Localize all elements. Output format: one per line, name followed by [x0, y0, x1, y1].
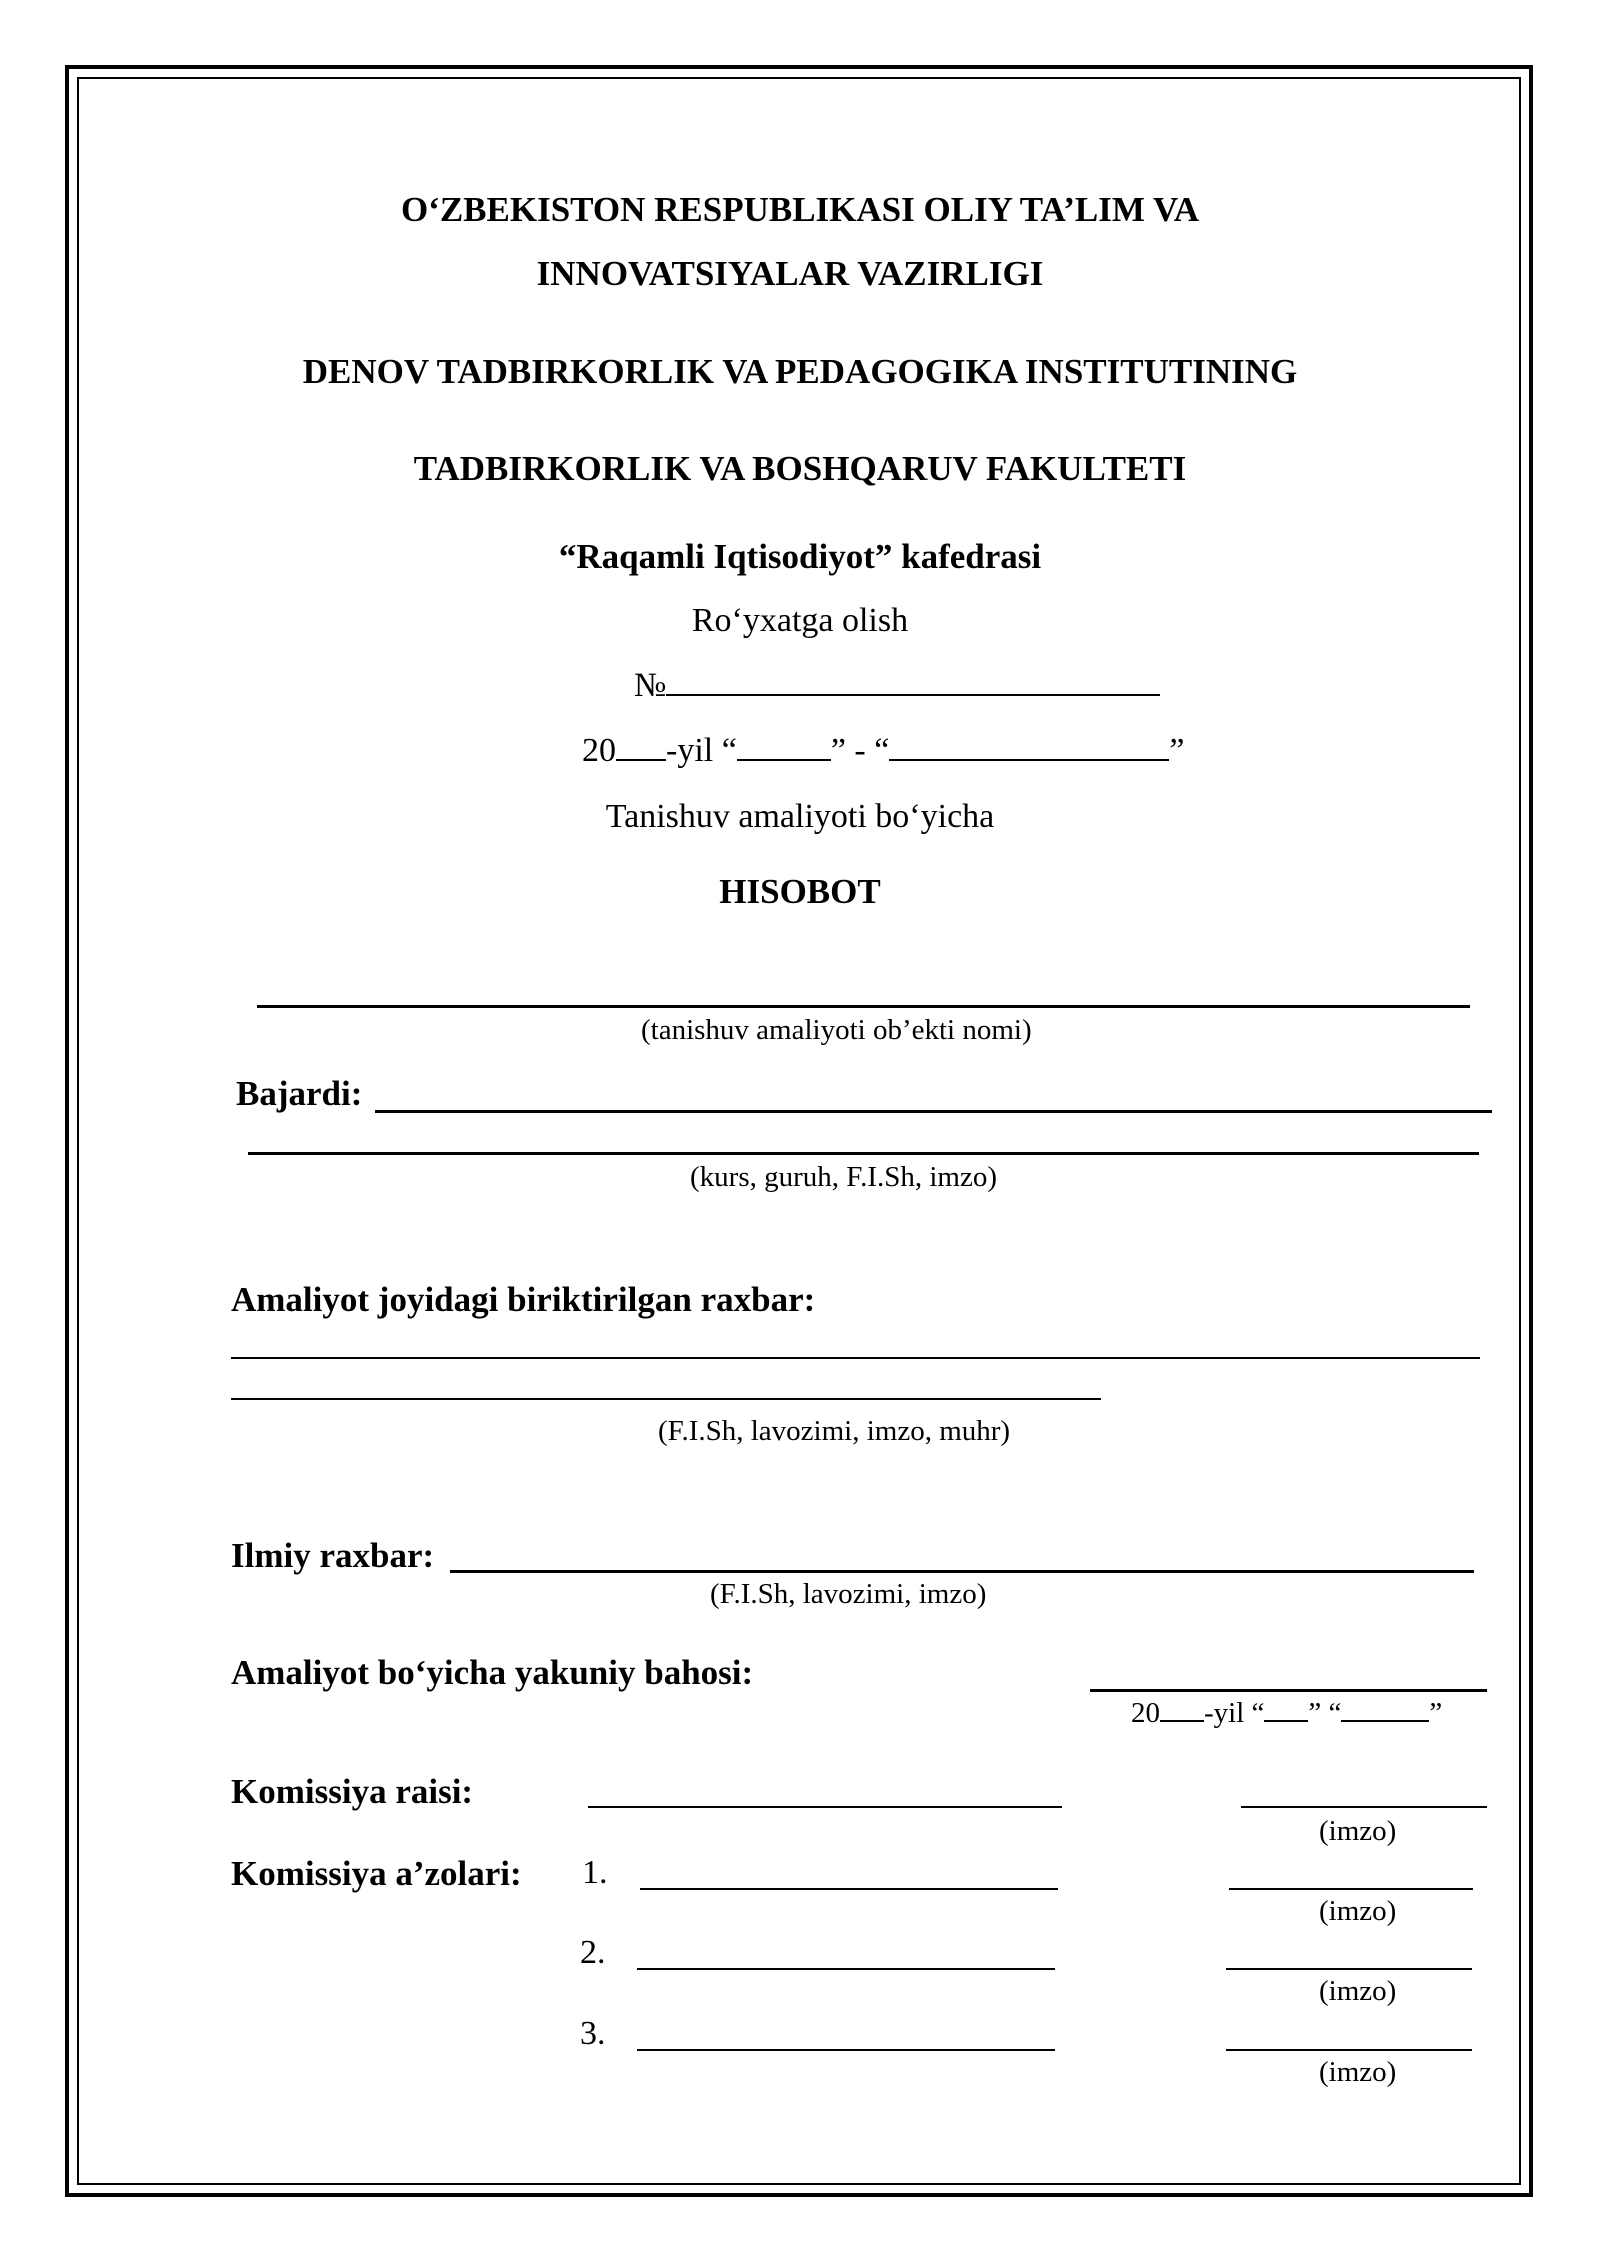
- report-subtitle: Tanishuv amaliyoti bo‘yicha: [605, 798, 995, 835]
- grade-date-month-blank: [1341, 1698, 1429, 1722]
- commission-chair-signature-caption: (imzo): [1319, 1815, 1397, 1847]
- member-3-signature-line: [1226, 2049, 1472, 2051]
- site-supervisor-line-2: [231, 1398, 1101, 1400]
- scientific-supervisor-line: [450, 1570, 1474, 1573]
- commission-chair-label: Komissiya raisi:: [231, 1772, 474, 1811]
- final-grade-line: [1090, 1689, 1487, 1692]
- grade-date-separator: ” “: [1308, 1697, 1342, 1729]
- performed-line-1: [375, 1110, 1492, 1113]
- member-number-2: 2.: [580, 1934, 606, 1971]
- date-separator: ” - “: [830, 732, 890, 769]
- grade-date-close-quote: ”: [1429, 1697, 1443, 1729]
- date-month-blank: [889, 733, 1169, 761]
- performed-line-2: [248, 1152, 1479, 1155]
- performed-label: Bajardi:: [236, 1074, 363, 1113]
- member-number-3: 3.: [580, 2015, 606, 2052]
- grade-date-year-suffix: -yil “: [1204, 1697, 1265, 1729]
- registration-number-blank: [666, 668, 1160, 696]
- ministry-title-line1: O‘ZBEKISTON RESPUBLIKASI OLIY TA’LIM VA: [400, 190, 1200, 229]
- registration-number-line: [634, 668, 1160, 703]
- object-name-line: [257, 1005, 1470, 1008]
- report-title: HISOBOT: [719, 872, 881, 911]
- registration-date-line: [582, 733, 1184, 768]
- date-close-quote: ”: [1169, 732, 1185, 769]
- grade-date-day-blank: [1264, 1698, 1308, 1722]
- member-1-name-line: [640, 1888, 1058, 1890]
- member-1-signature-caption: (imzo): [1319, 1895, 1397, 1927]
- site-supervisor-caption: (F.I.Sh, lavozimi, imzo, muhr): [658, 1415, 1011, 1447]
- scientific-supervisor-caption: (F.I.Sh, lavozimi, imzo): [710, 1578, 987, 1610]
- date-day-blank: [737, 733, 831, 761]
- site-supervisor-label: Amaliyot joyidagi biriktirilgan raxbar:: [231, 1280, 816, 1319]
- member-2-signature-caption: (imzo): [1319, 1975, 1397, 2007]
- faculty-title: TADBIRKORLIK VA BOSHQARUV FAKULTETI: [413, 449, 1187, 488]
- scientific-supervisor-label: Ilmiy raxbar:: [231, 1536, 435, 1575]
- date-year-suffix: -yil “: [666, 732, 737, 769]
- number-sign: №: [634, 667, 667, 704]
- grade-date-year-blank: [1160, 1698, 1204, 1722]
- commission-chair-signature-line: [1241, 1806, 1487, 1808]
- member-2-signature-line: [1226, 1968, 1472, 1970]
- ministry-title-line2: INNOVATSIYALAR VAZIRLIGI: [536, 254, 1044, 293]
- final-grade-date: [1131, 1698, 1442, 1728]
- commission-members-label: Komissiya a’zolari:: [231, 1854, 522, 1893]
- member-2-name-line: [637, 1968, 1055, 1970]
- member-3-name-line: [637, 2049, 1055, 2051]
- commission-chair-name-line: [588, 1806, 1062, 1808]
- department-title: “Raqamli Iqtisodiyot” kafedrasi: [558, 537, 1042, 576]
- member-3-signature-caption: (imzo): [1319, 2056, 1397, 2088]
- date-year-blank: [616, 733, 666, 761]
- registration-label: Ro‘yxatga olish: [691, 602, 909, 639]
- performed-caption: (kurs, guruh, F.I.Sh, imzo): [690, 1161, 997, 1193]
- grade-date-year-prefix: 20: [1131, 1697, 1160, 1729]
- date-year-prefix: 20: [582, 732, 616, 769]
- site-supervisor-line-1: [231, 1357, 1480, 1359]
- final-grade-label: Amaliyot bo‘yicha yakuniy bahosi:: [231, 1653, 754, 1692]
- member-1-signature-line: [1229, 1888, 1473, 1890]
- object-name-caption: (tanishuv amaliyoti ob’ekti nomi): [641, 1014, 1032, 1046]
- member-number-1: 1.: [582, 1854, 608, 1891]
- institute-title: DENOV TADBIRKORLIK VA PEDAGOGIKA INSTITUTINING: [302, 352, 1298, 391]
